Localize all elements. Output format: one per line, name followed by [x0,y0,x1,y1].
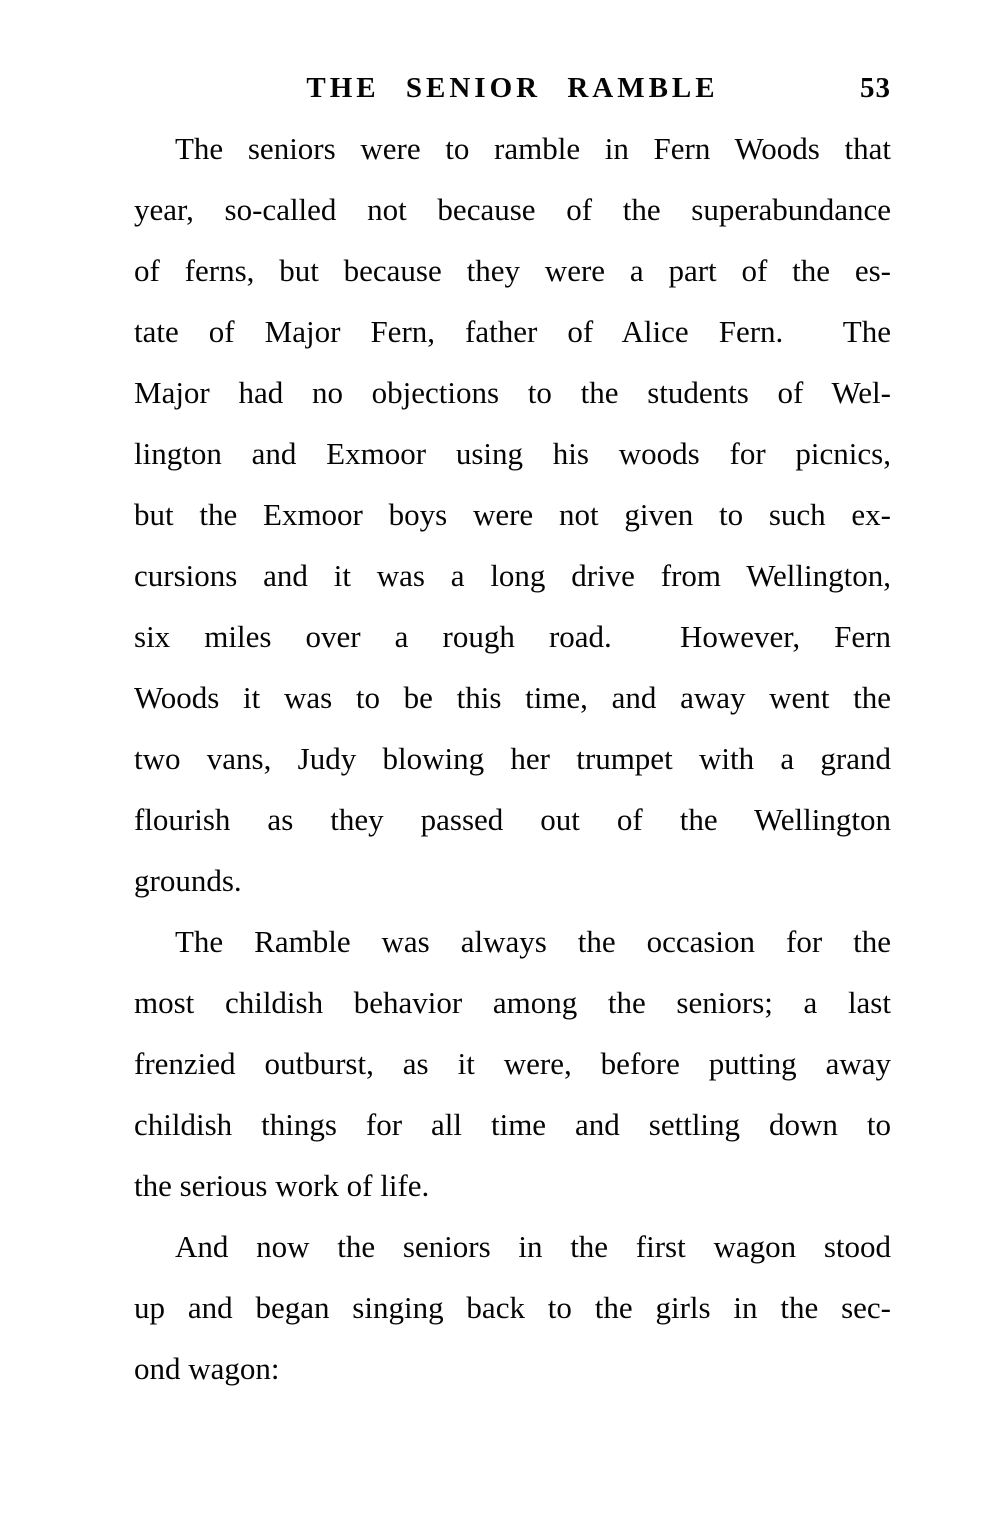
page-number: 53 [860,72,891,104]
text-line: The seniors were to ramble in Fern Woods that [175,131,891,166]
paragraph-1 [134,118,891,911]
text-line: tate of Major Fern, father of Alice Fern. The [134,314,891,349]
paragraph-3 [134,1216,891,1399]
text-line: childish things for all time and settling down to [134,1107,891,1142]
text-line: six miles over a rough road. However, Fern [134,619,891,654]
text-line: frenzied outburst, as it were, before putting away [134,1046,891,1081]
text-line: And now the seniors in the first wagon stood [175,1229,891,1264]
text-line: year, so-called not because of the superabundance [134,192,891,227]
text-line: flourish as they passed out of the Wellington [134,802,891,837]
paragraph-2 [134,911,891,1216]
text-line: of ferns, but because they were a part of the es- [134,253,891,288]
text-line: most childish behavior among the seniors; a last [134,985,891,1020]
running-title: THE SENIOR RAMBLE [306,72,719,104]
text-line: Woods it was to be this time, and away went the [134,680,891,715]
text-line: grounds. [134,863,242,898]
text-line: the serious work of life. [134,1168,430,1203]
body-text [134,118,891,1399]
text-line: lington and Exmoor using his woods for picnics, [134,436,891,471]
text-line: ond wagon: [134,1351,280,1386]
text-line: but the Exmoor boys were not given to such ex- [134,497,891,532]
text-line: cursions and it was a long drive from Wellington, [134,558,891,593]
text-line: Major had no objections to the students of Wel- [134,375,891,410]
text-line: The Ramble was always the occasion for the [175,924,891,959]
text-line: up and began singing back to the girls in the sec- [134,1290,891,1325]
text-line: two vans, Judy blowing her trumpet with a grand [134,741,891,776]
